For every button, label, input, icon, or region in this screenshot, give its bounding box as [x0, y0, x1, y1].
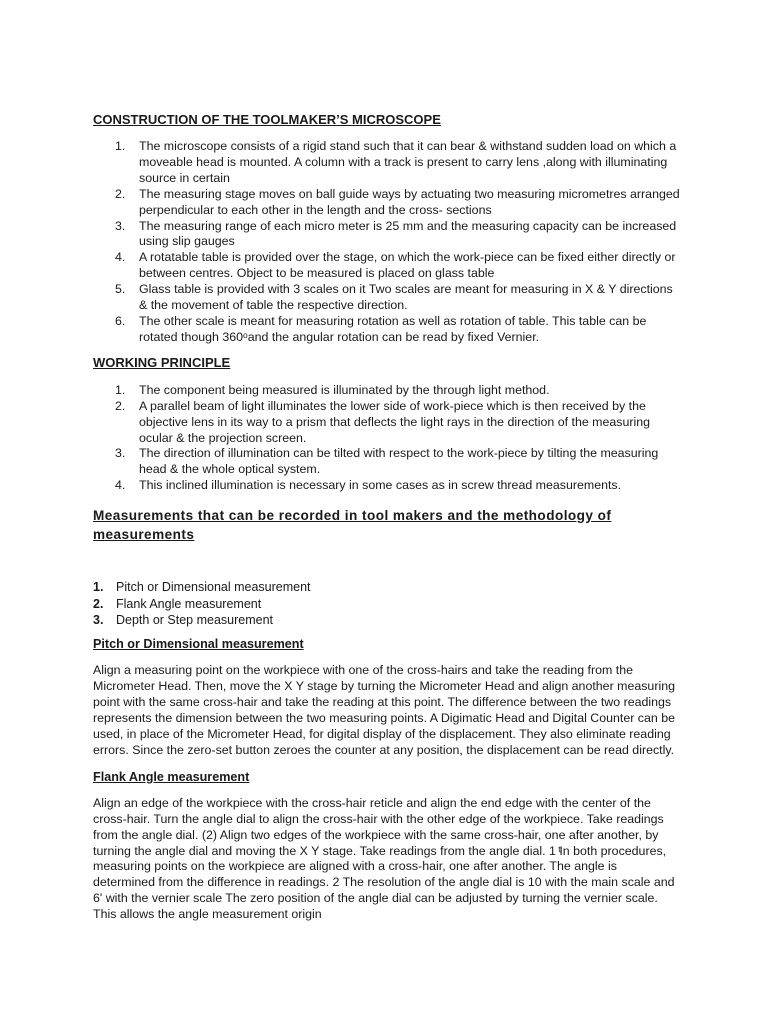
list-item-number: 1. [115, 139, 126, 153]
construction-heading: CONSTRUCTION OF THE TOOLMAKER’S MICROSCOPE [93, 112, 441, 127]
list-item-text: The measuring range of each micro meter is 25 mm and the measuring capacity can be increased using slip gauges [139, 218, 677, 249]
list-item-number: 6. [115, 313, 126, 328]
list-item-text: A rotatable table is provided over the stage, on which the work-piece can be fixed either directly or between centres. Object to be measured is placed on glass table [139, 250, 676, 281]
list-item [93, 446, 681, 478]
list-item-number: 2. [115, 186, 126, 201]
list-item [93, 139, 681, 187]
list-item [93, 187, 681, 219]
list-item-number: 1. [93, 580, 104, 595]
pitch-measurement-paragraph: Align a measuring point on the workpiece with one of the cross-hairs and take the reading from the Micrometer Head. Then, move the X Y stage by turning the Micrometer Head and align another measuring point with the same cross-hair and take the reading at this point. The difference between the two readings represents the dimension between the two measuring points. A Digimatic Head and Digital Counter can be used, in place of the Micrometer Head, for digital display of the displacement. They also eliminate reading errors. Since the zero-set button zeroes the counter at any position, the displacement can be read directly. [93, 663, 676, 757]
pitch-measurement-heading: Pitch or Dimensional measurement [93, 637, 304, 652]
list-item-text: This inclined illumination is necessary in some cases as in screw thread measurements. [139, 478, 622, 493]
list-item [93, 250, 681, 282]
working-principle-list [93, 383, 681, 494]
list-item-number: 5. [115, 282, 126, 297]
list-item-text: A parallel beam of light illuminates the lower side of work-piece which is then received by the objective lens in its way to a prism that deflects the light rays in the direction of the measuring ocular & the projection screen. [139, 398, 651, 445]
list-item-text: Flank Angle measurement [116, 596, 262, 611]
list-item [93, 579, 681, 595]
document-page [93, 112, 681, 923]
list-item-number: 3. [93, 612, 104, 627]
list-item-number: 2. [93, 596, 104, 611]
measurements-heading: Measurements that can be recorded in tool makers and the methodology of measurements [93, 508, 612, 543]
list-item-number: 3. [115, 218, 126, 233]
list-item [93, 282, 681, 314]
list-item [93, 478, 681, 494]
construction-list [93, 139, 681, 346]
list-item [93, 399, 681, 447]
list-item-text: The component being measured is illuminated by the through light method. [139, 382, 550, 397]
flank-angle-paragraph: Align an edge of the workpiece with the cross-hair reticle and align the end edge with the center of the cross-hair. Turn the angle dial to align the cross-hair with the other edge of the workpiece. Take readings from the angle dial. (2) Align two edges of the workpiece with the same cross-hair, one after another, by turning the angle dial and moving the X Y stage. Take readings from the angle dial. 1 ͭIn both procedures, measuring points on the workpiece are aligned with a cross-hair, one after another. The angle is determined from the difference in readings. 2 The resolution of the angle dial is 10 with the main scale and 6' with the vernier scale The zero position of the angle dial can be adjusted by turning the vernier scale. This allows the angle measurement origin [93, 795, 675, 922]
working-principle-heading: WORKING PRINCIPLE [93, 354, 231, 370]
list-item-text: Glass table is provided with 3 scales on it Two scales are meant for measuring in X & Y directions & the movement of table the respective direction. [139, 282, 673, 313]
list-item [93, 314, 681, 346]
list-item-text: The microscope consists of a rigid stand such that it can bear & withstand sudden load on which a moveable head is mounted. A column with a track is present to carry lens ,along with illuminating source in certain [139, 139, 677, 185]
list-item [93, 612, 681, 628]
list-item [93, 383, 681, 399]
list-item-number: 4. [115, 250, 126, 265]
list-item-text: Pitch or Dimensional measurement [116, 580, 311, 595]
list-item-text: The other scale is meant for measuring rotation as well as rotation of table. This table can be rotated though 360ᵒand the angular rotation can be read by fixed Vernier. [139, 313, 647, 344]
flank-angle-heading: Flank Angle measurement [93, 769, 250, 784]
list-item-number: 2. [115, 398, 126, 413]
list-item-number: 1. [115, 382, 126, 397]
list-item [93, 219, 681, 251]
measurement-types-list [93, 579, 681, 628]
list-item-text: The direction of illumination can be tilted with respect to the work-piece by tilting the measuring head & the whole optical system. [139, 446, 659, 477]
list-item [93, 596, 681, 612]
list-item-number: 3. [115, 446, 126, 461]
list-item-text: The measuring stage moves on ball guide ways by actuating two measuring micrometres arranged perpendicular to each other in the length and the cross- sections [139, 186, 680, 217]
list-item-text: Depth or Step measurement [116, 612, 274, 627]
list-item-number: 4. [115, 478, 126, 493]
